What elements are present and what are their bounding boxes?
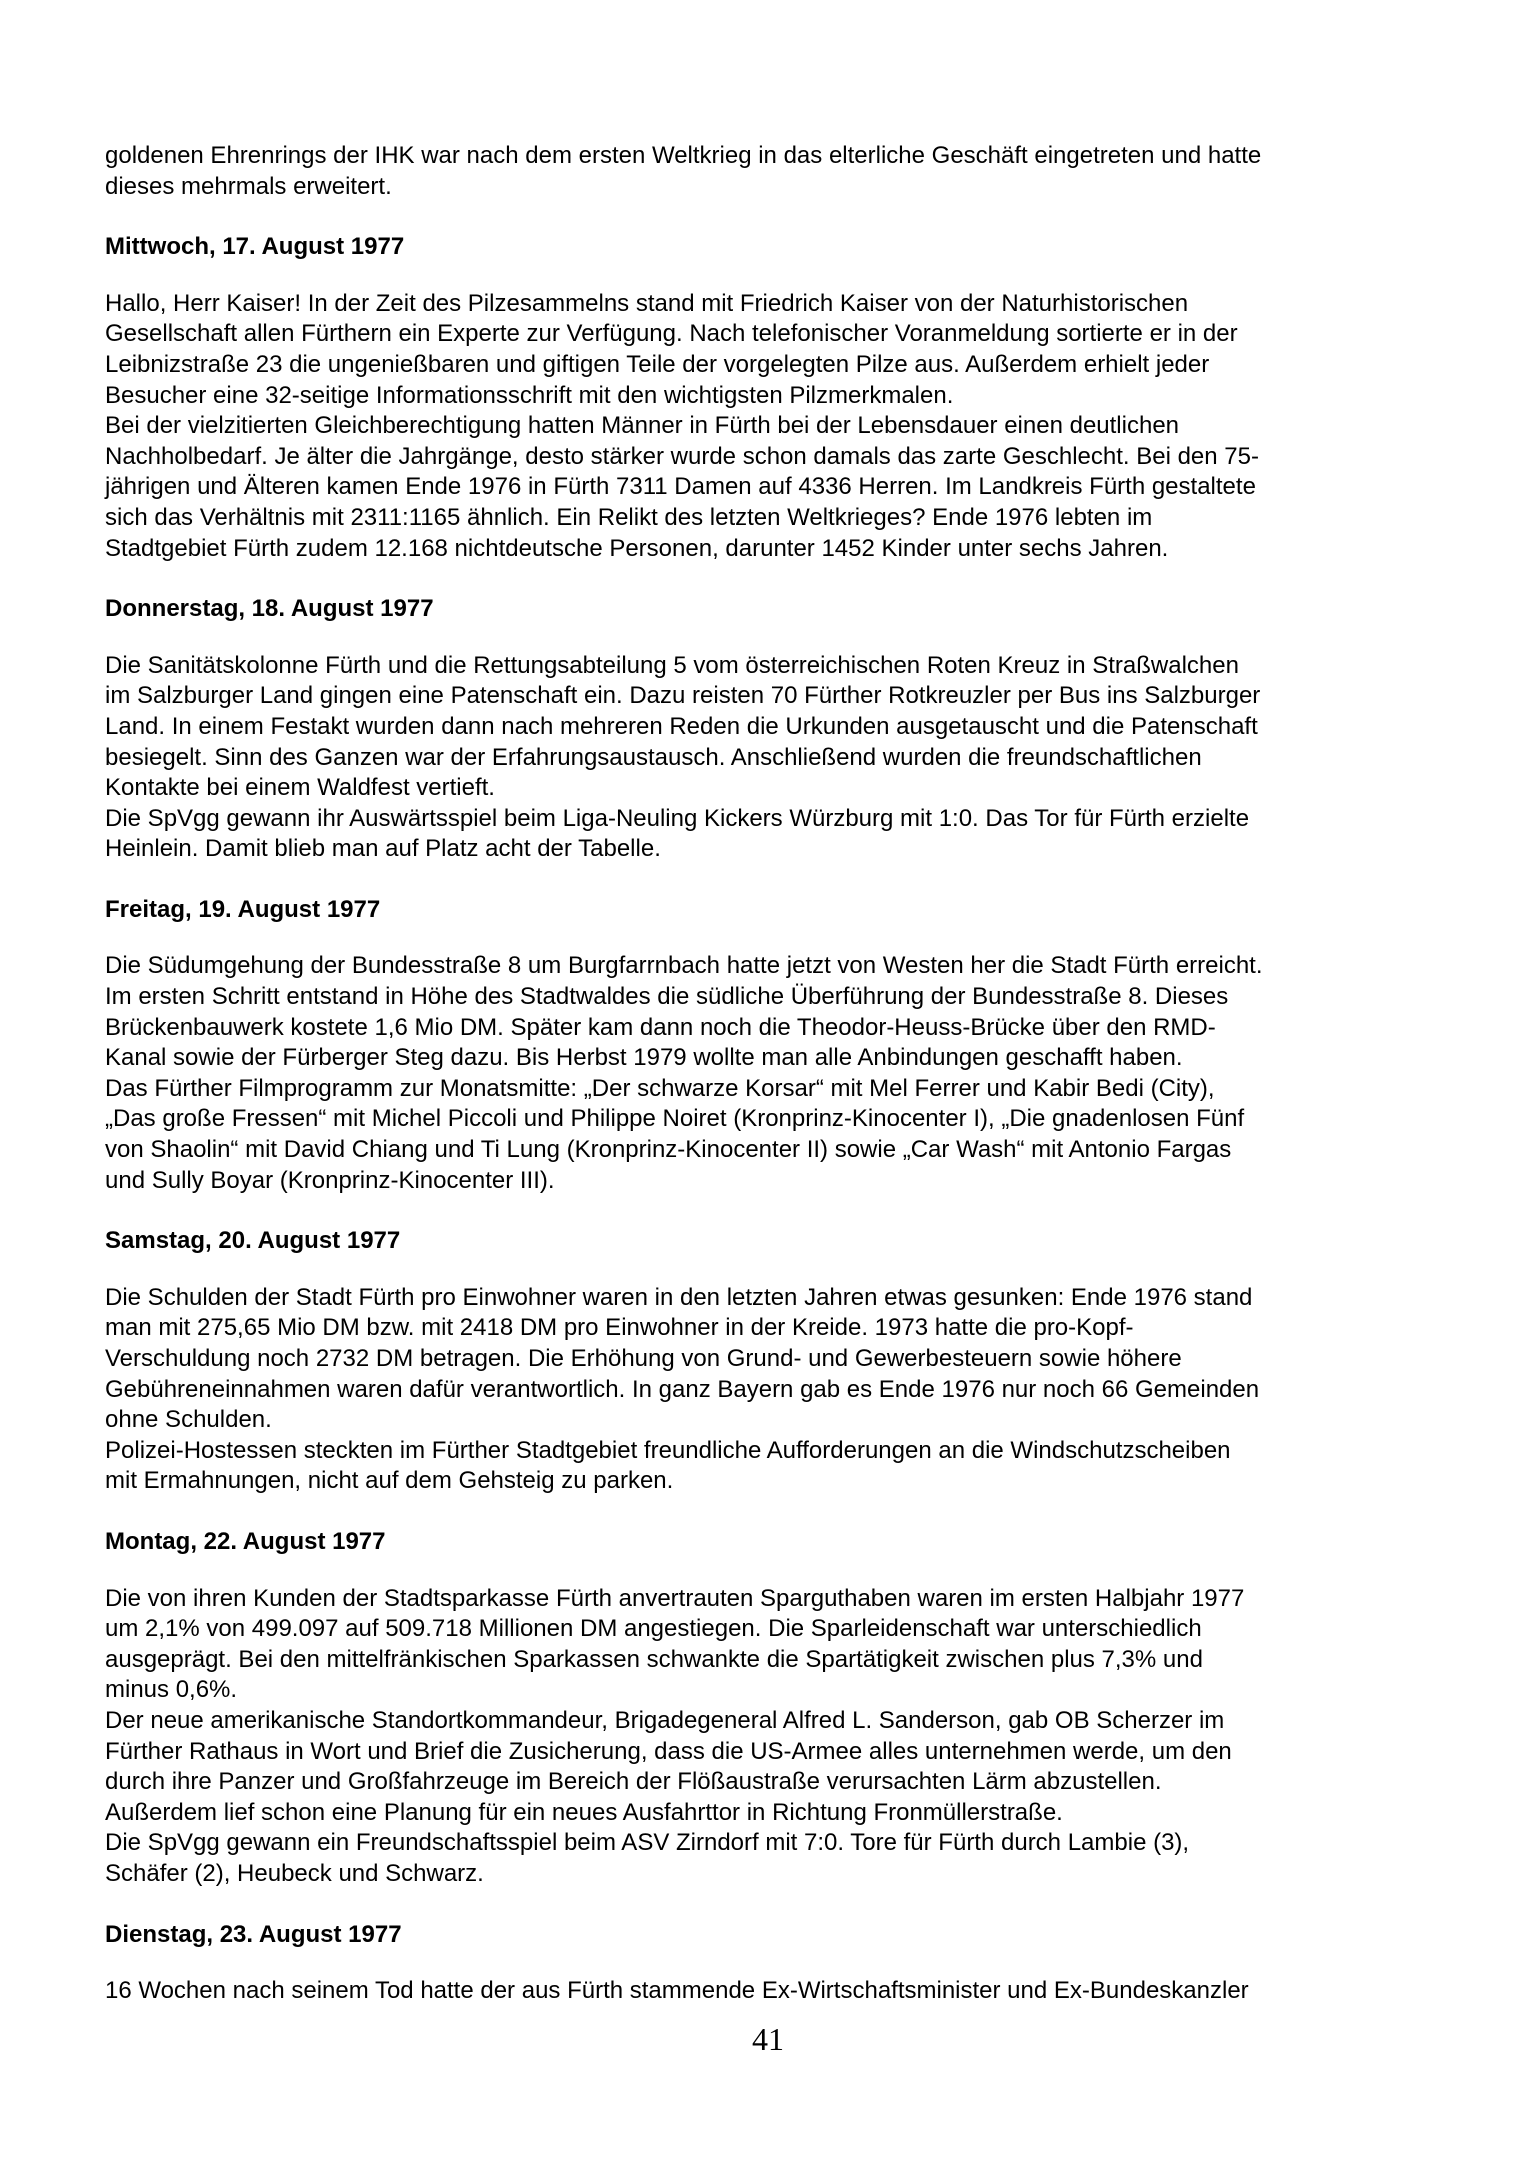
text-line: Verschuldung noch 2732 DM betragen. Die Erhöhung von Grund- und Gewerbesteuern sowie höhere	[105, 1345, 1182, 1372]
text-line: Heinlein. Damit blieb man auf Platz acht der Tabelle.	[105, 835, 661, 863]
text-line: Bei der vielzitierten Gleichberechtigung hatten Männer in Fürth bei der Lebensdauer einen deutlichen	[105, 412, 1180, 440]
text-line: Schäfer (2), Heubeck und Schwarz.	[105, 1859, 484, 1887]
section-heading: Samstag, 20. August 1977	[105, 1227, 401, 1255]
text-line: Gesellschaft allen Fürthern ein Experte zur Verfügung. Nach telefonischer Voranmeldung sortierte er in der	[105, 320, 1238, 348]
text-line: Nachholbedarf. Je älter die Jahrgänge, desto stärker wurde schon damals das zarte Geschlecht. Bei den 75-	[105, 442, 1259, 470]
text-line: Die SpVgg gewann ihr Auswärtsspiel beim Liga-Neuling Kickers Würzburg mit 1:0. Das Tor für Fürth erzielte	[105, 804, 1250, 832]
text-line: Die Sanitätskolonne Fürth und die Rettungsabteilung 5 vom österreichischen Roten Kreuz in Straßwalchen	[105, 651, 1239, 679]
section-heading: Donnerstag, 18. August 1977	[105, 595, 434, 623]
text-line: Außerdem lief schon eine Planung für ein neues Ausfahrttor in Richtung Fronmüllerstraße.	[105, 1798, 1063, 1826]
text-line: Hallo, Herr Kaiser! In der Zeit des Pilzesammelns stand mit Friedrich Kaiser von der Naturhistorischen	[105, 289, 1189, 317]
text-line: ausgeprägt. Bei den mittelfränkischen Sparkassen schwankte die Spartätigkeit zwischen plus 7,3% und	[105, 1645, 1203, 1673]
text-line: Die von ihren Kunden der Stadtsparkasse Fürth anvertrauten Sparguthaben waren im ersten Halbjahr 1977	[105, 1584, 1245, 1612]
text-line: jährigen und Älteren kamen Ende 1976 in Fürth 7311 Damen auf 4336 Herren. Im Landkreis Fürth gestaltete	[105, 473, 1256, 501]
text-line: „Das große Fressen“ mit Michel Piccoli und Philippe Noiret (Kronprinz-Kinocenter I), „Die gnadenlosen Fünf	[105, 1105, 1245, 1133]
text-line: Polizei-Hostessen steckten im Fürther Stadtgebiet freundliche Aufforderungen an die Windschutzscheiben	[105, 1436, 1231, 1464]
text-line: dieses mehrmals erweitert.	[105, 172, 392, 200]
text-line: um 2,1% von 499.097 auf 509.718 Millionen DM angestiegen. Die Sparleidenschaft war unterschiedlich	[105, 1615, 1202, 1643]
section-paragraph	[105, 951, 1466, 1196]
section-paragraph	[105, 1976, 1466, 2007]
text-line: goldenen Ehrenrings der IHK war nach dem ersten Weltkrieg in das elterliche Geschäft eingetreten und hatte	[105, 142, 1262, 169]
text-line: Im ersten Schritt entstand in Höhe des Stadtwaldes die südliche Überführung der Bundesstraße 8. Dieses	[105, 983, 1229, 1011]
text-line: Brückenbauwerk kostete 1,6 Mio DM. Später kam dann noch die Theodor-Heuss-Brücke über den RMD-	[105, 1013, 1216, 1041]
text-line: Der neue amerikanische Standortkommandeur, Brigadegeneral Alfred L. Sanderson, gab OB Scherzer im	[105, 1706, 1225, 1734]
text-line: Die Südumgehung der Bundesstraße 8 um Burgfarrnbach hatte jetzt von Westen her die Stadt Fürth erreicht.	[105, 952, 1263, 980]
text-line: von Shaolin“ mit David Chiang und Ti Lung (Kronprinz-Kinocenter II) sowie „Car Wash“ mit Antonio Fargas	[105, 1136, 1232, 1164]
text-line: Land. In einem Festakt wurden dann nach mehreren Reden die Urkunden ausgetauscht und die Patenschaft	[105, 712, 1258, 740]
text-line: 16 Wochen nach seinem Tod hatte der aus Fürth stammende Ex-Wirtschaftsminister und Ex-Bundeskanzler	[105, 1977, 1249, 2005]
section-heading: Montag, 22. August 1977	[105, 1527, 386, 1555]
text-line: und Sully Boyar (Kronprinz-Kinocenter III).	[105, 1166, 555, 1194]
section-heading: Freitag, 19. August 1977	[105, 895, 381, 923]
section-paragraph	[105, 651, 1466, 865]
text-line: durch ihre Panzer und Großfahrzeuge im Bereich der Flößaustraße verursachten Lärm abzustellen.	[105, 1768, 1162, 1796]
text-line: Stadtgebiet Fürth zudem 12.168 nichtdeutsche Personen, darunter 1452 Kinder unter sechs Jahren.	[105, 534, 1169, 562]
intro-paragraph	[105, 141, 1466, 202]
text-line: Kanal sowie der Fürberger Steg dazu. Bis Herbst 1979 wollte man alle Anbindungen geschafft haben.	[105, 1044, 1183, 1072]
text-line: im Salzburger Land gingen eine Patenschaft ein. Dazu reisten 70 Fürther Rotkreuzler per Bus ins Salzburger	[105, 682, 1261, 710]
text-line: Gebühreneinnahmen waren dafür verantwortlich. In ganz Bayern gab es Ende 1976 nur noch 66 Gemeinden	[105, 1375, 1260, 1403]
section-heading: Dienstag, 23. August 1977	[105, 1920, 402, 1948]
text-line: mit Ermahnungen, nicht auf dem Gehsteig zu parken.	[105, 1467, 674, 1495]
text-line: Die Schulden der Stadt Fürth pro Einwohner waren in den letzten Jahren etwas gesunken: Ende 1976 stand	[105, 1283, 1253, 1311]
text-line: sich das Verhältnis mit 2311:1165 ähnlich. Ein Relikt des letzten Weltkrieges? Ende 1976 lebten im	[105, 503, 1153, 531]
text-line: man mit 275,65 Mio DM bzw. mit 2418 DM pro Einwohner in der Kreide. 1973 hatte die pro-Kopf-	[105, 1314, 1134, 1342]
text-line: besiegelt. Sinn des Ganzen war der Erfahrungsaustausch. Anschließend wurden die freundschaftlichen	[105, 743, 1202, 771]
text-line: ohne Schulden.	[105, 1406, 272, 1434]
text-line: Besucher eine 32-seitige Informationsschrift mit den wichtigsten Pilzmerkmalen.	[105, 381, 954, 409]
section-heading: Mittwoch, 17. August 1977	[105, 233, 405, 261]
text-line: Das Fürther Filmprogramm zur Monatsmitte: „Der schwarze Korsar“ mit Mel Ferrer und Kabir Bedi (City),	[105, 1074, 1215, 1102]
text-line: Kontakte bei einem Waldfest vertieft.	[105, 774, 495, 802]
section-paragraph	[105, 1584, 1466, 1890]
section-paragraph	[105, 289, 1466, 564]
text-line: Leibnizstraße 23 die ungenießbaren und giftigen Teile der vorgelegten Pilze aus. Außerdem erhielt jeder	[105, 350, 1210, 378]
text-line: Die SpVgg gewann ein Freundschaftsspiel beim ASV Zirndorf mit 7:0. Tore für Fürth durch Lambie (3),	[105, 1829, 1190, 1857]
section-paragraph	[105, 1283, 1466, 1497]
text-line: minus 0,6%.	[105, 1676, 238, 1704]
text-line: Fürther Rathaus in Wort und Brief die Zusicherung, dass die US-Armee alles unternehmen werde, um den	[105, 1737, 1232, 1765]
page-number: 41	[752, 2020, 784, 2057]
